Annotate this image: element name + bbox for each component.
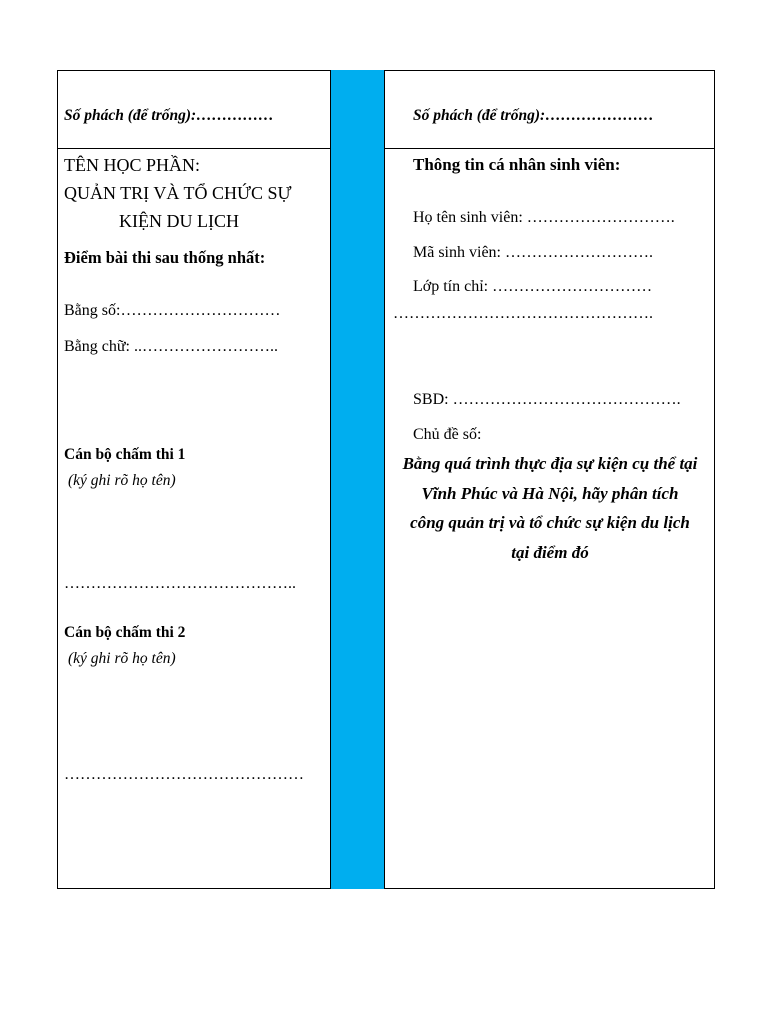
course-name-line1: QUẢN TRỊ VÀ TỔ CHỨC SỰ [64, 183, 292, 203]
grader1-title: Cán bộ chấm thi 1 [64, 446, 186, 463]
student-name-field: Họ tên sinh viên: ………………………. [413, 209, 675, 226]
right-serial-dots: ………………… [545, 107, 654, 124]
sbd-field: SBD: ……………………………………. [413, 391, 681, 408]
course-label: TÊN HỌC PHẦN: [64, 155, 201, 175]
grader1-note: (ký ghi rõ họ tên) [68, 472, 176, 489]
left-serial-dots: …………… [196, 107, 274, 124]
header-divider [57, 148, 715, 149]
grader2-title: Cán bộ chấm thi 2 [64, 624, 186, 641]
grader2-note: (ký ghi rõ họ tên) [68, 650, 176, 667]
student-info-title: Thông tin cá nhân sinh viên: [413, 155, 621, 174]
topic-line-2: Vĩnh Phúc và Hà Nội, hãy phân tích [421, 483, 679, 503]
grader1-signature-line: …………………………………….. [64, 575, 296, 592]
grader2-signature-line: ……………………………………… [64, 766, 304, 783]
course-name-line2: KIỆN DU LỊCH [119, 211, 239, 231]
class-field-continuation: …………………………………………. [393, 305, 653, 322]
student-id-field: Mã sinh viên: ………………………. [413, 244, 653, 261]
right-serial-field [413, 106, 654, 126]
fold-band [330, 70, 385, 889]
topic-number-label: Chủ đề số: [413, 426, 482, 443]
score-number-field: Bằng số:………………………… [64, 302, 281, 319]
topic-line-3: công quản trị và tổ chức sự kiện du lịch [410, 513, 690, 532]
left-serial-label: Số phách (để trống): [64, 107, 197, 124]
topic-line-1: Bằng quá trình thực địa sự kiện cụ thể tại [402, 454, 698, 473]
topic-line-4: tại điểm đó [511, 542, 589, 562]
score-title: Điểm bài thi sau thống nhất: [64, 248, 266, 267]
class-field: Lớp tín chỉ: ………………………… [413, 278, 653, 295]
right-serial-label: Số phách (để trống): [413, 107, 546, 124]
topic-text [388, 449, 712, 567]
score-words-field: Bằng chữ: ..…………………….. [64, 338, 278, 355]
left-serial-field [64, 106, 274, 126]
